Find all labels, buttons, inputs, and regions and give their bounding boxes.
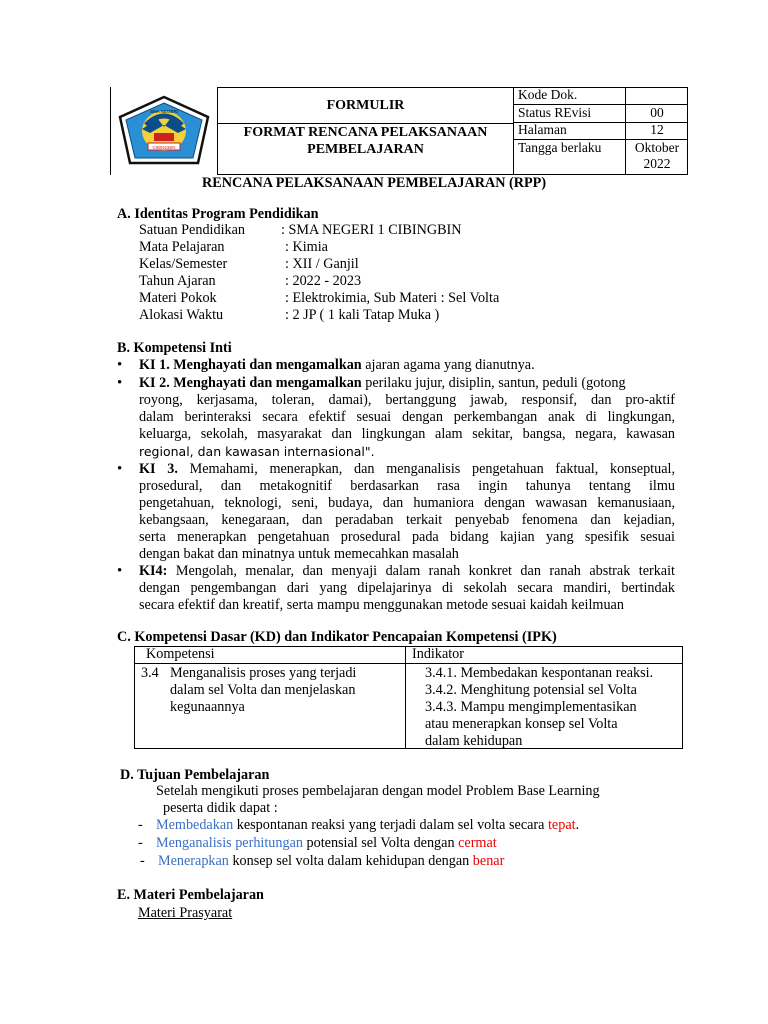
kd-number: 3.4: [141, 665, 159, 681]
tujuan-text: potensial sel Volta dengan: [302, 835, 459, 851]
tujuan-criteria: tepat: [547, 817, 576, 833]
header-table: [110, 87, 688, 175]
bullet-icon: •: [117, 563, 123, 579]
bullet-icon: •: [117, 357, 123, 373]
ki4-line: secara efektif dan kreatif, serta mampu menggunakan metode sesuai kaidah keilmuan: [139, 597, 624, 613]
kode-dok-label: Kode Dok.: [518, 87, 578, 102]
halaman-label: Halaman: [518, 122, 567, 137]
formulir-label: FORMULIR: [326, 98, 405, 113]
ki2: [139, 375, 675, 460]
identity-value: : Kimia: [285, 239, 328, 255]
status-revisi-label: Status REvisi: [518, 105, 592, 120]
ki2-line: dalam berinteraksi secara efektif sesuai dengan perkembangan anak di lingkungan,: [139, 409, 675, 425]
tujuan-verb: Menerapkan: [158, 853, 229, 869]
section-d-heading: D. Tujuan Pembelajaran: [120, 767, 270, 783]
ki3-line: serta menerapkan pengetahuan prosedural pada bidang kajian yang spesifik sesuai: [139, 529, 675, 545]
halaman-value: 12: [650, 122, 664, 137]
ki2-line: perilaku jujur, disiplin, santun, peduli (gotong: [361, 375, 626, 391]
materi-prasyarat: Materi Prasyarat: [138, 905, 233, 921]
indicator-list: [425, 665, 653, 750]
ki2-title: KI 2. Menghayati dan mengamalkan: [139, 375, 362, 391]
section-c-heading: C. Kompetensi Dasar (KD) dan Indikator Pencapaian Kompetensi (IPK): [117, 629, 557, 645]
indicator-item: atau menerapkan konsep sel Volta: [425, 716, 618, 732]
doc-title: RENCANA PELAKSANAAN PEMBELAJARAN (RPP): [202, 175, 547, 191]
ki1-title: KI 1. Menghayati dan mengamalkan: [139, 357, 362, 373]
ki3-line: kebangsaan, kenegaraan, dan peradaban terkait penyebab fenomena dan kejadian,: [139, 512, 675, 528]
ki2-line: keluarga, sekolah, masyarakat dan lingkungan alam sekitar, bangsa, negara, kawasan: [139, 426, 675, 442]
col-indikator: Indikator: [412, 646, 465, 662]
format-title: [218, 124, 513, 158]
ki3-line: pengetahuan, teknologi, seni, budaya, dan humaniora dengan wawasan kemanusiaan,: [139, 495, 675, 511]
school-logo: [110, 87, 217, 175]
indicator-item: 3.4.3. Mampu mengimplementasikan: [425, 699, 637, 715]
tujuan-tail: .: [575, 817, 580, 833]
tanggal-year: 2022: [643, 156, 671, 171]
tanggal-value: [626, 140, 688, 172]
ki1-text: ajaran agama yang dianutnya.: [361, 357, 535, 373]
tujuan-intro-2: peserta didik dapat :: [163, 800, 278, 816]
ki4-line: Mengolah, menalar, dan menyaji dalam ranah konkret dan ranah abstrak terkait: [167, 563, 675, 579]
ki3-line: Memahami, menerapkan, dan menganalisis pengetahuan faktual, konseptual,: [177, 461, 676, 477]
indicator-item: 3.4.1. Membedakan kespontanan reaksi.: [425, 665, 654, 681]
tujuan-verb: Menganalisis perhitungan: [156, 835, 303, 851]
svg-text:CIBINGBIN: CIBINGBIN: [151, 145, 176, 150]
ki4-title: KI4:: [139, 563, 168, 579]
tujuan-verb: Membedakan: [156, 817, 234, 833]
section-e-heading: E. Materi Pembelajaran: [117, 887, 264, 903]
tujuan-text: konsep sel volta dalam kehidupan dengan: [228, 853, 473, 869]
bullet-icon: •: [117, 375, 123, 391]
ki3: [139, 461, 675, 563]
indicator-item: 3.4.2. Menghitung potensial sel Volta: [425, 682, 637, 698]
kd-table: [134, 646, 683, 749]
ki3-line: dengan bakat dan minatnya untuk memecahkan masalah: [139, 546, 459, 562]
identity-label: Tahun Ajaran: [139, 273, 216, 289]
identity-value: : Elektrokimia, Sub Materi : Sel Volta: [285, 290, 500, 306]
format-title-line1: FORMAT RENCANA PELAKSANAAN: [243, 125, 488, 140]
indicator-item: dalam kehidupan: [425, 733, 523, 749]
section-b-heading: B. Kompetensi Inti: [117, 340, 232, 356]
identity-label: Kelas/Semester: [139, 256, 228, 272]
ki3-title: KI 3.: [139, 461, 178, 477]
kd-line: Menganalisis proses yang terjadi: [170, 665, 357, 681]
ki4: [139, 563, 675, 614]
dash: -: [138, 835, 143, 851]
dash: -: [140, 853, 145, 869]
tanggal-month: Oktober: [634, 140, 680, 155]
identity-label: Materi Pokok: [139, 290, 217, 306]
identity-label: Satuan Pendidikan: [139, 222, 245, 238]
ki2-line: regional, dan kawasan internasional".: [139, 444, 375, 459]
identity-label: Alokasi Waktu: [139, 307, 224, 323]
kd-line: kegunaannya: [170, 699, 245, 715]
bullet-icon: •: [117, 461, 123, 477]
tujuan-item: [156, 835, 497, 852]
status-revisi-value: 00: [650, 105, 664, 120]
identity-value: : XII / Ganjil: [285, 256, 359, 272]
ki4-line: dengan pengembangan dari yang dipelajarinya di sekolah secara mandiri, bertindak: [139, 580, 675, 596]
kd-line: dalam sel Volta dan menjelaskan: [170, 682, 356, 698]
ki2-line: royong, kerjasama, toleran, damai), bertanggung jawab, responsif, dan pro-aktif: [139, 392, 675, 408]
tujuan-criteria: cermat: [458, 835, 497, 851]
section-a-heading: A. Identitas Program Pendidikan: [117, 206, 319, 222]
tujuan-item: [158, 853, 504, 870]
dash: -: [138, 817, 143, 833]
ki1: [139, 357, 535, 374]
identity-value: : SMA NEGERI 1 CIBINGBIN: [281, 222, 462, 238]
format-title-line2: PEMBELAJARAN: [307, 142, 424, 157]
tujuan-text: kespontanan reaksi yang terjadi dalam sel volta secara: [233, 817, 548, 833]
tujuan-item: [156, 817, 579, 834]
tujuan-intro: Setelah mengikuti proses pembelajaran dengan model Problem Base Learning: [156, 783, 600, 799]
identity-label: Mata Pelajaran: [139, 239, 225, 255]
tujuan-criteria: benar: [472, 853, 505, 869]
svg-text:SMA NEGERI: SMA NEGERI: [149, 109, 178, 114]
tanggal-label: Tangga berlaku: [518, 140, 602, 155]
identity-value: : 2 JP ( 1 kali Tatap Muka ): [285, 307, 440, 323]
identity-value: : 2022 - 2023: [285, 273, 362, 289]
col-kompetensi: Kompetensi: [146, 646, 215, 662]
kd-text: [170, 665, 356, 716]
ki3-line: prosedural, dan metakognitif berdasarkan rasa ingin tahunya tentang ilmu: [139, 478, 675, 494]
